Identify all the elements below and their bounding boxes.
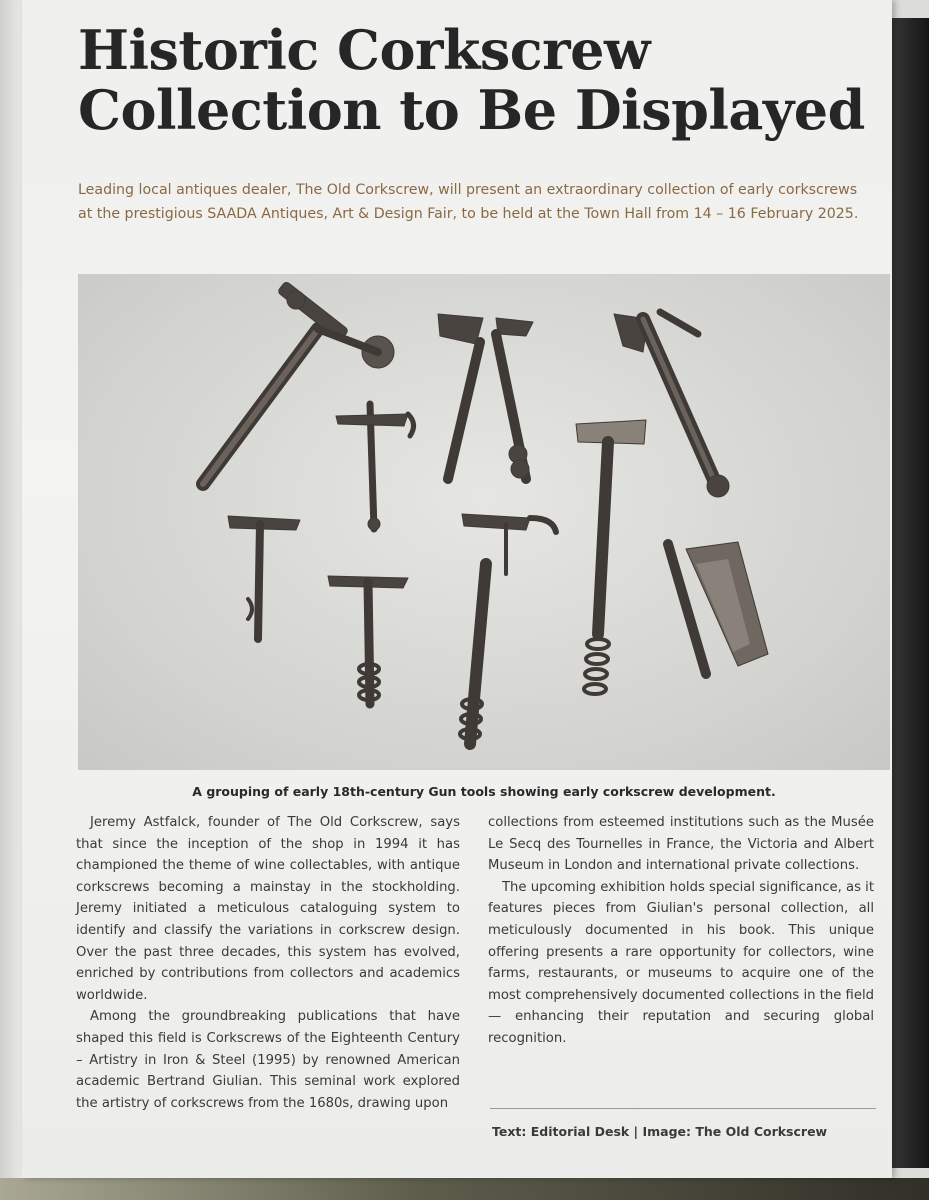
tool-pincers [438, 314, 533, 479]
body-paragraph: collections from esteemed institutions such as the Musée Le Secq des Tournelles in France, the Victoria and Albert Museum in London and international private collections. [488, 815, 874, 874]
tool-center-hammer [460, 514, 556, 744]
tool-small-hammer-1 [336, 404, 414, 530]
photo-caption: A grouping of early 18th-century Gun tools showing early corkscrew development. [192, 784, 776, 799]
body-column-right [488, 812, 874, 1050]
body-paragraph: Jeremy Astfalck, founder of The Old Corkscrew, says that since the inception of the shop in 1994 it has championed the theme of wine collectables, with antique corkscrews becoming a mainstay in the stockholding. Jeremy initiated a meticulous cataloguing system to identify and classify the variations in corkscrew design. Over the past three decades, this system has evolved, enriched by contributions from collectors and academics worldwide. [76, 815, 460, 1003]
tool-coil-hammer [328, 576, 408, 704]
body-paragraph: Among the groundbreaking publications that have shaped this field is Corkscrews of the Eighteenth Century – Artistry in Iron & Steel (1995) by renowned American academic Bertrand Giulian. This seminal work explored the artistry of corkscrews from the 1680s, drawing upon [76, 1009, 460, 1111]
headline [78, 20, 878, 140]
tool-tall-worm-hammer [576, 420, 646, 694]
tool-folding-case [668, 542, 768, 674]
headline-line-2: Collection to Be Displayed [78, 78, 865, 142]
tool-long-axe [614, 312, 729, 497]
magazine-page [22, 0, 892, 1178]
article-credit: Text: Editorial Desk | Image: The Old Corkscrew [492, 1124, 828, 1139]
divider [490, 1108, 876, 1109]
lede-paragraph: Leading local antiques dealer, The Old Corkscrew, will present an extraordinary collection of early corkscrews at the prestigious SAADA Antiques, Art & Design Fair, to be held at the Town Hall from 14 – 16 February 2025. [78, 182, 859, 222]
tool-diagonal-axe [203, 281, 394, 484]
headline-line-1: Historic Corkscrew [78, 18, 650, 82]
dark-background [889, 18, 929, 1168]
adjacent-page-edge [0, 0, 22, 1200]
article-photo [78, 274, 890, 770]
corkscrew-tools-image [78, 274, 890, 770]
body-column-left [76, 812, 460, 1114]
table-surface [0, 1178, 929, 1200]
body-paragraph: The upcoming exhibition holds special significance, as it features pieces from Giulian's personal collection, all meticulously documented in his book. This unique offering presents a rare opportunity for collectors, wine farms, restaurants, or museums to acquire one of the most comprehensively documented collections in the field— enhancing their reputation and securing global recognition. [488, 879, 874, 1046]
tool-small-hammer-2 [228, 516, 300, 639]
